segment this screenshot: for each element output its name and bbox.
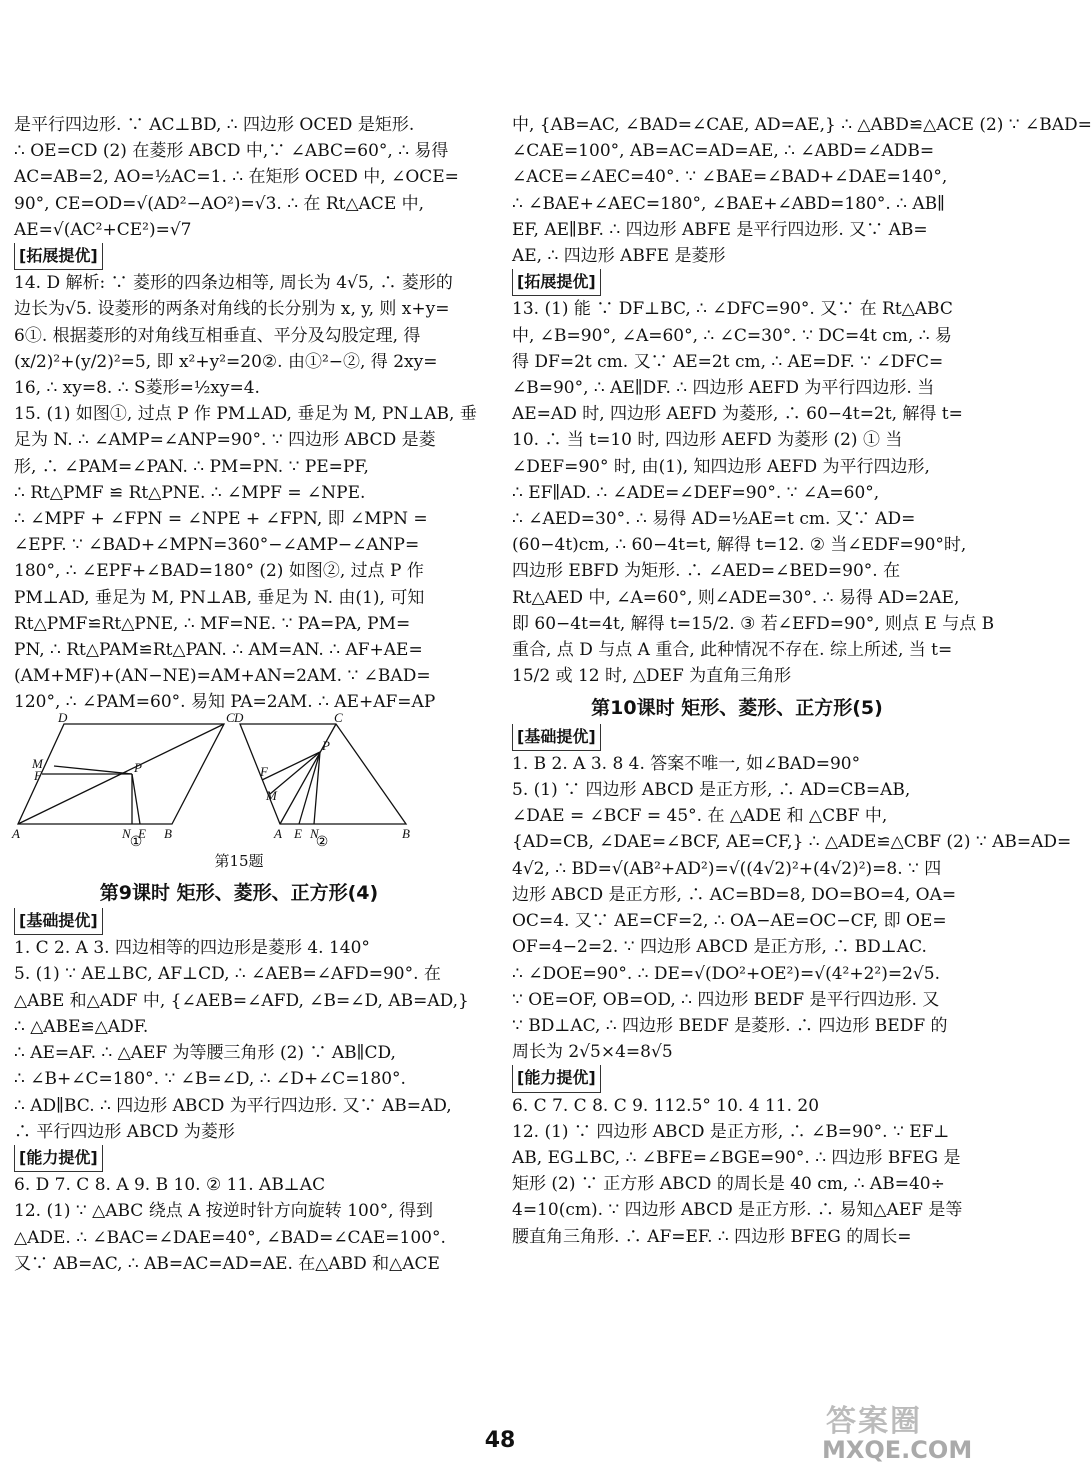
- section-header: [能力提优]: [14, 1145, 103, 1172]
- text-line: ∴ ∠B+∠C=180°. ∵ ∠B=∠D, ∴ ∠D+∠C=180°.: [14, 1069, 406, 1090]
- geometry-figure: [12, 709, 464, 850]
- page-number: 48: [484, 1428, 516, 1453]
- svg-text:B: B: [402, 825, 410, 841]
- text-line: 12. (1) ∵ 四边形 ABCD 是正方形, ∴ ∠B=90°. ∵ EF⊥: [512, 1121, 950, 1142]
- right-block-2: [512, 296, 995, 689]
- section-header: [拓展提优]: [14, 243, 103, 270]
- section-header: [能力提优]: [512, 1065, 601, 1092]
- text-line: 形, ∴ ∠PAM=∠PAN. ∴ PM=PN. ∵ PE=PF,: [14, 456, 369, 477]
- text-line: △ADE. ∴ ∠BAC=∠DAE=40°, ∠BAD=∠CAE=100°.: [14, 1227, 446, 1248]
- svg-text:E: E: [138, 825, 146, 841]
- right-block-1: [512, 112, 1092, 269]
- text-line: ∵ OE=OF, OB=OD, ∴ 四边形 BEDF 是平行四边形. 又: [512, 989, 940, 1010]
- svg-text:N: N: [122, 825, 131, 841]
- text-line: 周长为 2√5×4=8√5: [512, 1042, 673, 1063]
- section-header: [拓展提优]: [512, 269, 601, 296]
- fig-label-1: ①: [129, 833, 143, 850]
- text-line: 中, {AB=AC, ∠BAD=∠CAE, AD=AE,} ∴ △ABD≌△ACE (2) ∵ ∠BAD=: [512, 115, 1092, 135]
- text-line: ∴ ∠BAE+∠AEC=180°, ∠BAE+∠ABD=180°. ∴ AB∥: [512, 193, 945, 214]
- watermark-url: MXQE.COM: [822, 1436, 973, 1464]
- text-line: EF, AE∥BF. ∴ 四边形 ABFE 是平行四边形. 又∵ AB=: [512, 219, 928, 240]
- left-column: [12, 112, 477, 1277]
- text-line: ∠DEF=90° 时, 由(1), 知四边形 AEFD 为平行四边形,: [512, 456, 930, 477]
- text-line: 15/2 或 12 时, △DEF 为直角三角形: [512, 666, 792, 687]
- svg-text:A: A: [12, 825, 20, 841]
- text-line: 四边形 EBFD 为矩形. ∴ ∠AED=∠BED=90°. 在: [512, 561, 901, 582]
- text-line: 中, ∠B=90°, ∠A=60°, ∴ ∠C=30°. ∵ DC=4t cm, ∴ 易: [512, 325, 952, 346]
- text-line: ∴ 平行四边形 ABCD 为菱形: [14, 1121, 235, 1142]
- text-line: ∴ AE=AF. ∴ △AEF 为等腰三角形 (2) ∵ AB∥CD,: [14, 1043, 396, 1064]
- right-block-4: [512, 1093, 962, 1250]
- svg-text:N: N: [310, 825, 319, 841]
- text-line: 6. C 7. C 8. C 9. 112.5° 10. 4 11. 20: [512, 1095, 820, 1116]
- text-line: 是平行四边形. ∵ AC⊥BD, ∴ 四边形 OCED 是矩形.: [14, 115, 415, 135]
- svg-text:P: P: [322, 737, 330, 753]
- text-line: 1. B 2. A 3. 8 4. 答案不唯一, 如∠BAD=90°: [512, 753, 861, 774]
- text-line: ∠CAE=100°, AB=AC=AD=AE, ∴ ∠ABD=∠ADB=: [512, 141, 935, 162]
- text-line: {AD=CB, ∠DAE=∠BCF, AE=CF,} ∴ △ADE≌△CBF (2) ∵ AB=AD=: [512, 832, 1072, 853]
- text-line: 5. (1) ∵ 四边形 ABCD 是正方形, ∴ AD=CB=AB,: [512, 780, 911, 801]
- text-line: 腰直角三角形. ∴ AF=EF. ∴ 四边形 BFEG 的周长=: [512, 1226, 912, 1247]
- text-line: (60−4t)cm, ∴ 60−4t=t, 解得 t=12. ② 当∠EDF=90°时,: [512, 535, 967, 556]
- text-line: Rt△PMF≌Rt△PNE, ∴ MF=NE. ∵ PA=PA, PM=: [14, 613, 411, 634]
- svg-text:P: P: [134, 759, 142, 775]
- text-line: 边长为√5. 设菱形的两条对角线的长分别为 x, y, 则 x+y=: [14, 299, 450, 320]
- text-line: 即 60−4t=4t, 解得 t=15/2. ③ 若∠EFD=90°, 则点 E 与点 B: [512, 613, 995, 634]
- pe-line-1: [132, 774, 140, 824]
- svg-text:M: M: [266, 787, 277, 803]
- section-header: [基础提优]: [14, 908, 103, 935]
- text-line: 120°, ∴ ∠PAM=60°. 易知 PA=2AM. ∴ AE+AF=AP: [14, 692, 436, 713]
- text-line: 12. (1) ∵ △ABC 绕点 A 按逆时针方向旋转 100°, 得到: [14, 1201, 433, 1222]
- right-block-3: [512, 751, 1072, 1065]
- text-line: 15. (1) 如图①, 过点 P 作 PM⊥AD, 垂足为 M, PN⊥AB, 垂: [14, 404, 477, 425]
- lesson-10-title: 第10课时 矩形、菱形、正方形(5): [591, 697, 883, 720]
- section-header: [基础提优]: [512, 724, 601, 751]
- text-line: 10. ∴ 当 t=10 时, 四边形 AEFD 为菱形 (2) ① 当: [512, 430, 903, 451]
- text-line: 5. (1) ∵ AE⊥BC, AF⊥CD, ∴ ∠AEB=∠AFD=90°. 在: [14, 964, 441, 985]
- left-block-2: [14, 270, 477, 715]
- text-line: ∴ ∠DOE=90°. ∴ DE=√(DO²+OE²)=√(4²+2²)=2√5.: [512, 963, 940, 984]
- text-line: ∴ ∠MPF + ∠FPN = ∠NPE + ∠FPN, 即 ∠MPN =: [14, 509, 428, 530]
- text-line: 4√2, ∴ BD=√(AB²+AD²)=√((4√2)²+(4√2)²)=8. ∵ 四: [512, 858, 942, 879]
- text-line: 13. (1) 能 ∵ DF⊥BC, ∴ ∠DFC=90°. 又∵ 在 Rt△ABC: [512, 299, 953, 320]
- text-line: (x/2)²+(y/2)²=5, 即 x²+y²=20②. 由①²−②, 得 2xy=: [14, 351, 438, 372]
- right-column: [512, 112, 1092, 1250]
- text-line: 6①. 根据菱形的对角线互相垂直、平分及勾股定理, 得: [14, 325, 421, 346]
- text-line: ∴ AD∥BC. ∴ 四边形 ABCD 为平行四边形. 又∵ AB=AD,: [14, 1095, 452, 1116]
- svg-text:F: F: [260, 763, 268, 779]
- text-line: PM⊥AD, 垂足为 M, PN⊥AB, 垂足为 N. 由(1), 可知: [14, 587, 425, 608]
- left-block-4: [14, 1172, 464, 1277]
- pf-line-1: [54, 766, 132, 774]
- text-line: 矩形 (2) ∵ 正方形 ABCD 的周长是 40 cm, ∴ AB=40÷: [512, 1174, 945, 1195]
- text-line: ∠B=90°, ∴ AE∥DF. ∴ 四边形 AEFD 为平行四边形. 当: [512, 378, 935, 399]
- svg-text:E: E: [294, 825, 302, 841]
- figure-caption: 第15题: [214, 851, 264, 870]
- text-line: △ABE 和△ADF 中, {∠AEB=∠AFD, ∠B=∠D, AB=AD,}: [14, 990, 469, 1011]
- text-line: AC=AB=2, AO=½AC=1. ∴ 在矩形 OCED 中, ∠OCE=: [14, 167, 459, 188]
- text-line: OF=4−2=2. ∵ 四边形 ABCD 是正方形, ∴ BD⊥AC.: [512, 937, 927, 958]
- text-line: ∠DAE = ∠BCF = 45°. 在 △ADE 和 △CBF 中,: [512, 806, 888, 827]
- text-line: ∠ACE=∠AEC=40°. ∵ ∠BAE=∠BAD+∠DAE=140°,: [512, 167, 948, 188]
- text-line: ∴ EF∥AD. ∴ ∠ADE=∠DEF=90°. ∵ ∠A=60°,: [512, 482, 880, 503]
- text-line: ∴ ∠AED=30°. ∴ 易得 AD=½AE=t cm. 又∵ AD=: [512, 509, 916, 530]
- text-line: 重合, 点 D 与点 A 重合, 此种情况不存在. 综上所述, 当 t=: [512, 640, 953, 661]
- text-line: 足为 N. ∴ ∠AMP=∠ANP=90°. ∵ 四边形 ABCD 是菱: [14, 430, 436, 451]
- text-line: Rt△AED 中, ∠A=60°, 则∠ADE=30°. ∴ 易得 AD=2AE,: [512, 587, 960, 608]
- svg-text:A: A: [274, 825, 282, 841]
- text-line: (AM+MF)+(AN−NE)=AM+AN=2AM. ∵ ∠BAD=: [14, 666, 431, 687]
- text-line: ∵ BD⊥AC, ∴ 四边形 BEDF 是菱形. ∴ 四边形 BEDF 的: [512, 1015, 948, 1036]
- svg-text:D: D: [58, 709, 68, 725]
- lesson-9-title: 第9课时 矩形、菱形、正方形(4): [99, 881, 379, 904]
- text-line: OC=4. 又∵ AE=CF=2, ∴ OA−AE=OC−CF, 即 OE=: [512, 911, 947, 932]
- svg-text:C: C: [226, 709, 235, 725]
- left-block-3: [14, 935, 469, 1145]
- figure-15: [12, 709, 464, 850]
- svg-text:D: D: [234, 709, 244, 725]
- text-line: ∴ Rt△PMF ≌ Rt△PNE. ∴ ∠MPF = ∠NPE.: [14, 482, 366, 503]
- text-line: 16, ∴ xy=8. ∴ S菱形=½xy=4.: [14, 378, 260, 399]
- watermark-logo: 答案圈: [826, 1404, 922, 1439]
- svg-text:M: M: [32, 755, 43, 771]
- left-block-1: [14, 112, 464, 243]
- text-line: AE=AD 时, 四边形 AEFD 为菱形, ∴ 60−4t=2t, 解得 t=: [512, 404, 963, 425]
- text-line: ∠EPF. ∵ ∠BAD+∠MPN=360°−∠AMP−∠ANP=: [14, 535, 420, 556]
- svg-text:F: F: [34, 767, 42, 783]
- text-line: 1. C 2. A 3. 四边相等的四边形是菱形 4. 140°: [14, 938, 370, 959]
- text-line: 4=10(cm). ∵ 四边形 ABCD 是正方形. ∴ 易知△AEF 是等: [512, 1200, 963, 1221]
- text-line: 180°, ∴ ∠EPF+∠BAD=180° (2) 如图②, 过点 P 作: [14, 561, 424, 582]
- text-line: AE=√(AC²+CE²)=√7: [14, 219, 192, 240]
- fig-label-2: ②: [315, 833, 329, 850]
- text-line: 14. D 解析: ∵ 菱形的四条边相等, 周长为 4√5, ∴ 菱形的: [14, 273, 453, 294]
- svg-text:C: C: [334, 709, 343, 725]
- text-line: 又∵ AB=AC, ∴ AB=AC=AD=AE. 在△ABD 和△ACE: [14, 1253, 440, 1274]
- text-line: PN, ∴ Rt△PAM≌Rt△PAN. ∴ AM=AN. ∴ AF+AE=: [14, 640, 423, 661]
- text-line: ∴ OE=CD (2) 在菱形 ABCD 中,∵ ∠ABC=60°, ∴ 易得: [14, 141, 449, 162]
- text-line: 90°, CE=OD=√(AD²−AO²)=√3. ∴ 在 Rt△ACE 中,: [14, 193, 425, 214]
- text-line: 6. D 7. C 8. A 9. B 10. ② 11. AB⊥AC: [14, 1175, 326, 1196]
- text-line: AB, EG⊥BC, ∴ ∠BFE=∠BGE=90°. ∴ 四边形 BFEG 是: [512, 1147, 961, 1168]
- svg-text:B: B: [164, 825, 172, 841]
- text-line: ∴ △ABE≌△ADF.: [14, 1016, 149, 1037]
- text-line: AE, ∴ 四边形 ABFE 是菱形: [512, 246, 726, 267]
- text-line: 边形 ABCD 是正方形, ∴ AC=BD=8, DO=BO=4, OA=: [512, 884, 957, 905]
- text-line: 得 DF=2t cm. 又∵ AE=2t cm, ∴ AE=DF. ∵ ∠DFC=: [512, 351, 944, 372]
